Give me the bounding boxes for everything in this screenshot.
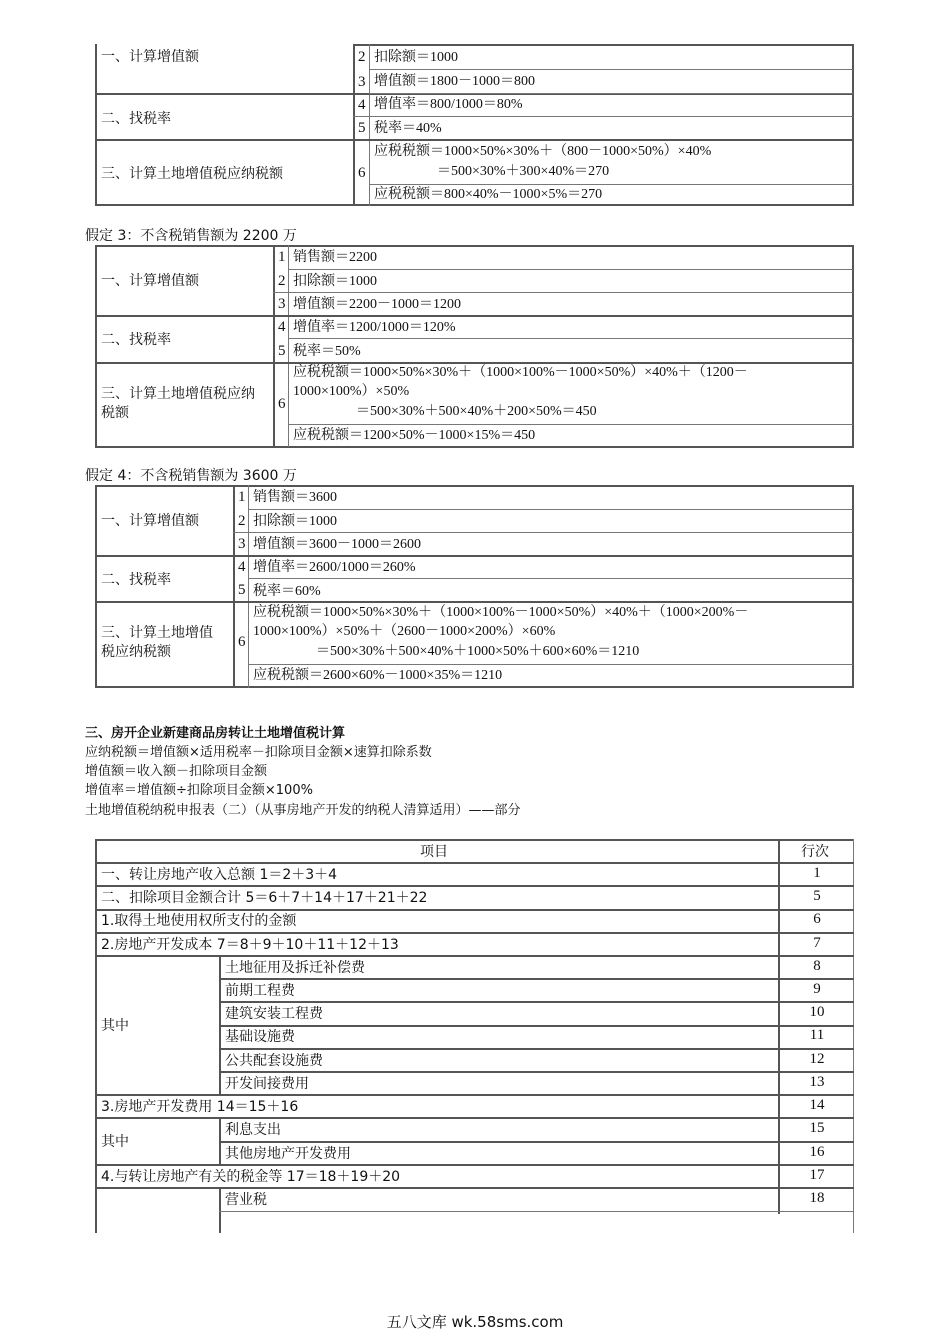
case3-tax-formula: 应税税额＝1000×50%×30%＋（1000×100%－1000×50%）×40%＋（1200－ [293,365,748,380]
case4-tax-formula: 应税税额＝1000×50%×30%＋（1000×100%－1000×50%）×40%＋（1000×200%－ [253,605,749,620]
report-row-no: 9 [813,981,821,997]
report-row-label: 3.房地产开发费用 14＝15＋16 [101,1099,299,1115]
report-caption: 土地增值税纳税申报表（二）（从事房地产开发的纳税人清算适用）——部分 [85,803,521,818]
case4-added-value: 增值额＝3600－1000＝2600 [253,537,421,552]
case4-tax-formula-cont: 1000×100%）×50%＋（2600－1000×200%）×60% [253,624,556,639]
t1-tax-formula-result: ＝500×30%＋300×40%＝270 [437,164,610,179]
report-row-label: 公共配套设施费 [225,1053,323,1069]
report-row-no: 14 [809,1097,825,1113]
report-row-label: 4.与转让房地产有关的税金等 17＝18＋19＋20 [101,1169,401,1185]
t1-row-no: 5 [358,120,366,136]
case3-section-2: 二、找税率 [101,332,171,348]
t1-row-no: 6 [358,165,366,181]
report-row-no: 1 [813,865,821,881]
report-row-label: 二、扣除项目金额合计 5＝6＋7＋14＋17＋21＋22 [101,890,428,906]
report-row-no: 8 [813,958,821,974]
case4-row-no: 5 [238,582,246,598]
report-row-no: 12 [809,1051,825,1067]
t1-tax-formula: 应税税额＝1000×50%×30%＋（800－1000×50%）×40% [374,144,712,159]
t1-tax-rate: 税率＝40% [374,121,442,136]
case4-row-no: 6 [238,634,246,650]
report-row-no: 11 [809,1027,825,1043]
case4-row-no: 1 [238,489,246,505]
report-row-no: 7 [813,935,821,951]
report-row-no: 13 [809,1074,825,1090]
formula-added-rate: 增值率＝增值额÷扣除项目金额×100% [85,783,313,798]
case4-section-3: 三、计算土地增值 [101,625,213,641]
report-row-label: 营业税 [225,1192,267,1208]
report-row-label: 土地征用及拆迁补偿费 [225,960,365,976]
t1-row-no: 4 [358,97,366,113]
subgroup-label: 其中 [101,1018,129,1034]
case3-row-no: 4 [278,319,286,335]
case3-sales: 销售额＝2200 [293,250,377,265]
report-row-label: 1.取得土地使用权所支付的金额 [101,913,297,929]
footer-watermark: 五八文库 wk.58sms.com [386,1313,564,1331]
case3-heading: 假定 3：不含税销售额为 2200 万 [85,228,297,244]
report-row-label: 前期工程费 [225,983,295,999]
section3-title: 三、房开企业新建商品房转让土地增值税计算 [85,726,346,741]
case4-row-no: 2 [238,513,246,529]
case3-row-no: 5 [278,343,286,359]
case4-tax-quick-formula: 应税税额＝2600×60%－1000×35%＝1210 [253,668,503,683]
case3-section-1: 一、计算增值额 [101,273,199,289]
case4-sales: 销售额＝3600 [253,490,337,505]
report-row-label: 利息支出 [225,1122,281,1138]
case4-section-1: 一、计算增值额 [101,513,199,529]
report-row-label: 一、转让房地产收入总额 1＝2＋3＋4 [101,867,338,883]
case4-tax-formula-result: ＝500×30%＋500×40%＋1000×50%＋600×60%＝1210 [316,644,640,659]
case3-tax-formula-cont: 1000×100%）×50% [293,384,410,399]
case4-deduction: 扣除额＝1000 [253,514,337,529]
t1-section-1: 一、计算增值额 [101,49,199,65]
t1-added-value: 增值额＝1800－1000＝800 [374,74,535,89]
t1-section-2: 二、找税率 [101,111,171,127]
report-row-no: 15 [809,1120,825,1136]
subgroup-label: 其中 [101,1134,129,1150]
t1-deduction: 扣除额＝1000 [374,50,458,65]
case3-added-rate: 增值率＝1200/1000＝120% [293,320,456,335]
case3-section-3: 三、计算土地增值税应纳 [101,386,255,402]
report-row-label: 建筑安装工程费 [225,1006,323,1022]
report-row-no: 17 [809,1167,825,1183]
report-row-no: 5 [813,888,821,904]
case4-section-2: 二、找税率 [101,572,171,588]
header-item: 项目 [420,844,448,860]
case3-tax-formula-result: ＝500×30%＋500×40%＋200×50%＝450 [356,404,597,419]
case3-added-value: 增值额＝2200－1000＝1200 [293,297,461,312]
case4-row-no: 4 [238,559,246,575]
t1-added-rate: 增值率＝800/1000＝80% [374,97,523,112]
case3-tax-quick-formula: 应税税额＝1200×50%－1000×15%＝450 [293,428,536,443]
case3-section-3-cont: 税额 [101,405,129,421]
t1-tax-quick-formula: 应税税额＝800×40%－1000×5%＝270 [374,187,603,202]
report-row-label: 其他房地产开发费用 [225,1146,351,1162]
case3-row-no: 6 [278,396,286,412]
case3-deduction: 扣除额＝1000 [293,274,377,289]
case4-tax-rate: 税率＝60% [253,584,321,599]
report-row-no: 16 [809,1144,825,1160]
report-row-label: 基础设施费 [225,1029,295,1045]
formula-added-value: 增值额＝收入额－扣除项目金额 [85,764,268,779]
t1-row-no: 2 [358,49,366,65]
case4-heading: 假定 4：不含税销售额为 3600 万 [85,468,297,484]
report-row-no: 6 [813,911,821,927]
t1-row-no: 3 [358,74,366,90]
header-row-no: 行次 [801,844,829,860]
case4-row-no: 3 [238,536,246,552]
case3-row-no: 3 [278,296,286,312]
report-row-no: 10 [809,1004,825,1020]
case3-row-no: 2 [278,273,286,289]
case3-row-no: 1 [278,249,286,265]
case4-section-3-cont: 税应纳税额 [101,644,171,660]
formula-tax-payable: 应纳税额＝增值额×适用税率－扣除项目金额×速算扣除系数 [85,745,432,760]
t1-section-3: 三、计算土地增值税应纳税额 [101,166,283,182]
report-row-label: 开发间接费用 [225,1076,309,1092]
report-row-label: 2.房地产开发成本 7＝8＋9＋10＋11＋12＋13 [101,937,399,953]
report-row-no: 18 [809,1190,825,1206]
case4-added-rate: 增值率＝2600/1000＝260% [253,560,416,575]
case3-tax-rate: 税率＝50% [293,344,361,359]
